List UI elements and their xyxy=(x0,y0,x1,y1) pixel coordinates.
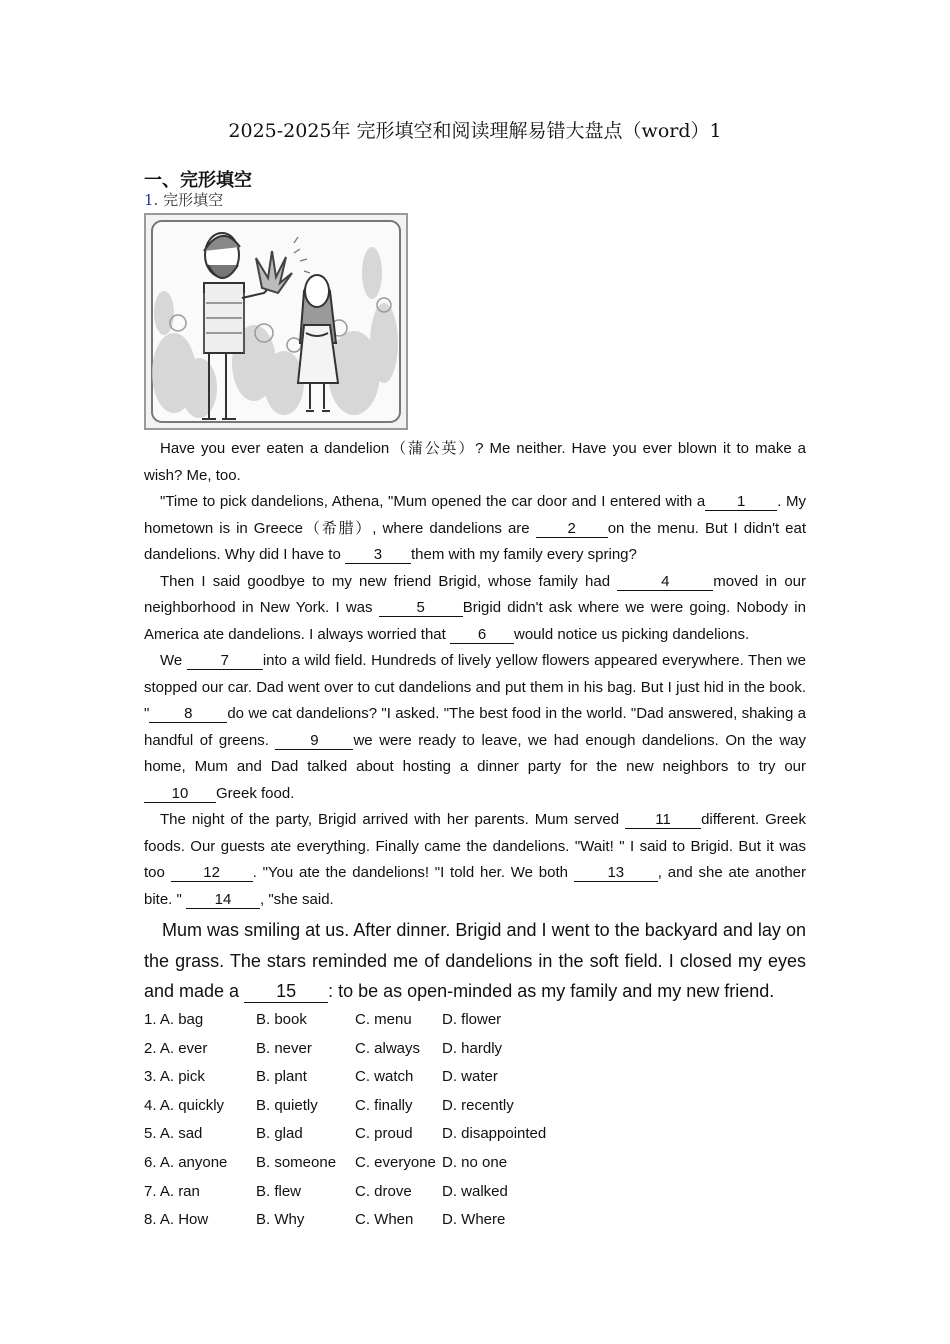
question-label: 完形填空 xyxy=(163,191,224,209)
blank-12: 12 xyxy=(171,864,253,882)
question-number: 1. xyxy=(144,191,159,209)
paragraph-5: The night of the party, Brigid arrived with her parents. Mum served 11 different. Greek foods. Our guests ate everything. Finally came the dandelions. "Wait! " I said to Brigid. But it was too 12 . "You ate the dandelions! "I told her. We both 13 , and she ate another bite. " 14 , "she said. xyxy=(144,811,806,908)
blank-8: 8 xyxy=(149,705,227,723)
blank-10: 10 xyxy=(144,785,216,803)
cloze-passage xyxy=(144,436,806,1007)
paragraph-1: Have you ever eaten a dandelion（蒲公英）? Me neither. Have you ever blown it to make a wish? Me, too. xyxy=(144,440,806,484)
illustration-man-girl-dandelions xyxy=(144,213,408,430)
blank-1: 1 xyxy=(705,493,777,511)
blank-11: 11 xyxy=(625,811,701,829)
paragraph-6: Mum was smiling at us. After dinner. Brigid and I went to the backyard and lay on the grass. The stars reminded me of dandelions in the soft field. I closed my eyes and made a 15 : to be as open-minded as my family and my new friend. xyxy=(144,920,806,1001)
question-header xyxy=(144,189,223,210)
blank-13: 13 xyxy=(574,864,658,882)
section-heading: 一、完形填空 xyxy=(144,170,252,191)
blank-4: 4 xyxy=(617,573,713,591)
blank-9: 9 xyxy=(275,732,353,750)
document-title: 2025-2025年 完形填空和阅读理解易错大盘点（word）1 xyxy=(228,120,722,142)
blank-3: 3 xyxy=(345,546,411,564)
blank-2: 2 xyxy=(536,520,608,538)
paragraph-2: "Time to pick dandelions, Athena, "Mum opened the car door and I entered with a 1 . My hometown is in Greece（希腊）, where dandelions are 2 on the menu. But I didn't eat dandelions. Why did I have to 3 them with my family every spring? xyxy=(144,493,807,563)
blank-5: 5 xyxy=(379,599,463,617)
paragraph-3: Then I said goodbye to my new friend Brigid, whose family had 4 moved in our neighborhood in New York. I was 5 Brigid didn't ask where we were going. Nobody in America ate dandelions. I always worried that 6 would notice us picking dandelions. xyxy=(144,572,806,643)
paragraph-4: We 7 into a wild field. Hundreds of lively yellow flowers appeared everywhere. Then we stopped our car. Dad went over to cut dandelions and put them in his bag. But I just hid in the book. " 8 do we cat dandelions? "I asked. "The best food in the world. "Dad answered, shaking a handful of greens. 9 we were ready to leave, we had enough dandelions. On the way home, Mum and Dad talked about hosting a dinner party for the new neighbors to try our 10 Greek food. xyxy=(144,652,806,802)
blank-14: 14 xyxy=(186,891,260,909)
blank-15: 15 xyxy=(244,981,328,1003)
blank-7: 7 xyxy=(187,652,263,670)
document-page: 2025-2025年 完形填空和阅读理解易错大盘点（word）1 一、完形填空 1. 完形填空 Have you ever eaten a dandelion（蒲公英）? Me neither. Have you ever blown it to make a wish? Me, too. "Time to pick dandelions, Athena, "Mum opened the car door and I entered with a 1 . My hometown is in Greece（希腊）, where dandelions are 2 on the menu. But I didn't eat dandelions. Why did I have to 3 them with my family every spring? Then I said goodbye to my new friend Brigid, whose family had 4 moved in our neighborhood in New York. I was 5 Brigid didn't ask where we were going. Nobody in America ate dandelions. I always worried that 6 would notice us picking dandelions. We 7 into a wild field. Hundreds of lively yellow flowers appeared everywhere. Then we stopped our car. Dad went over to cut dandelions and put them in his bag. But I just hid in the book. " 8 do we cat dandelions? "I asked. "The best food in the world. "Dad answered, shaking a handful of greens. 9 we were ready to leave, we had enough dandelions. On the way home, Mum and Dad talked about hosting a dinner party for the new neighbors to try our 10 Greek food. The night of the party, Brigid arrived with her parents. Mum served 11 different. Greek foods. Our guests ate everything. Finally came the dandelions. "Wait! " I said to Brigid. But it was too 12 . "You ate the dandelions! "I told her. We both 13 , and she ate another bite. " 14 , "she said. Mum was smiling at us. After dinner. Brigid and I went to the backyard and lay on the grass. The stars reminded me of dandelions in the soft field. I closed my eyes and made a 15 : to be as open-minded as my family and my new friend. 1. A. bag B. book C. menu D. flower 2. A. ever B. never C. always D. hardly 3. A. pick B. plant C. watch D. water 4. A. quickly B. quietly C. finally D. recently 5. A. sad B. glad C. proud D. disappointed 6. A. anyone B. someone C. everyone D. no one 7. A. ran B. flew C. drove D. walked 8. A. How B. Why C. When D. Where xyxy=(0,0,950,1344)
blank-6: 6 xyxy=(450,626,514,644)
